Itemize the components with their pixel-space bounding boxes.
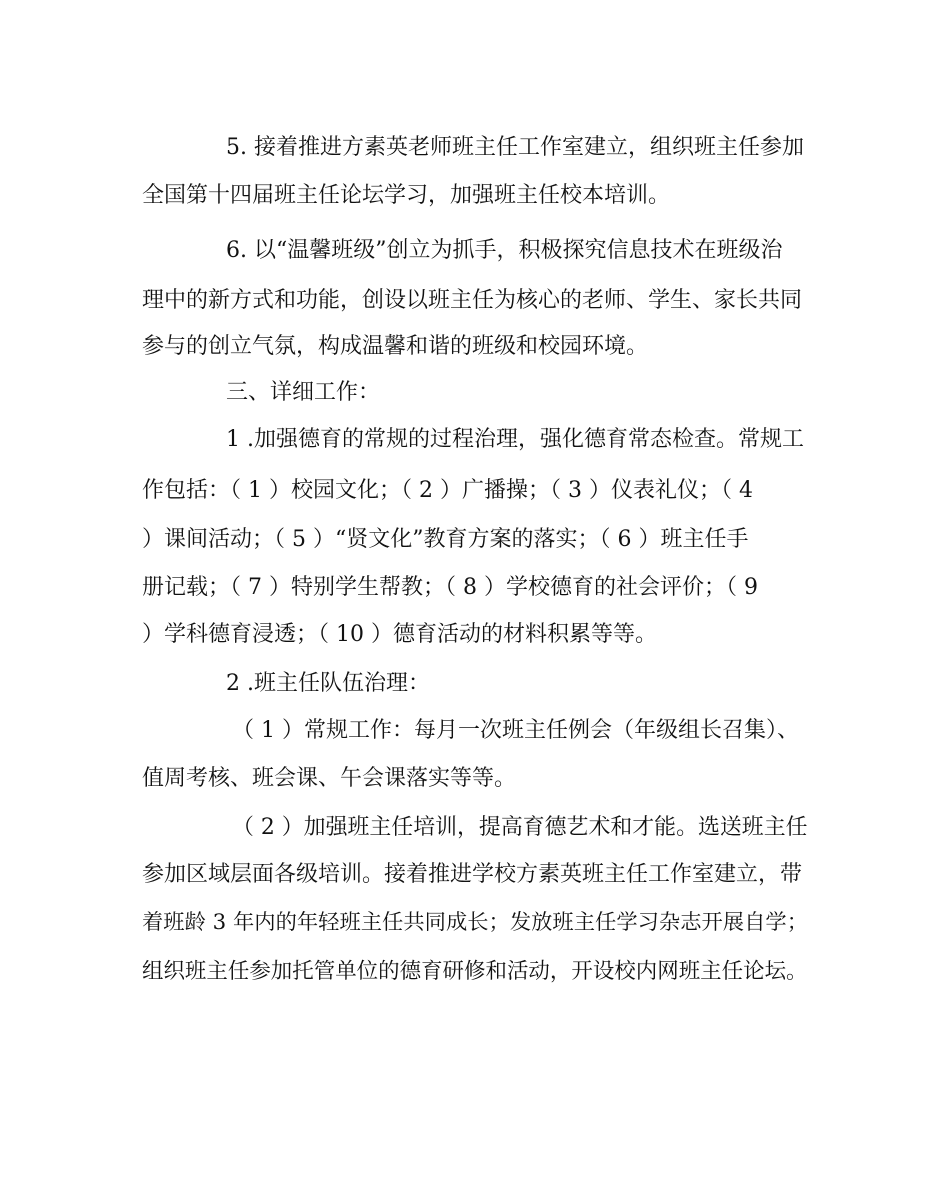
paragraph-line: 册记载；（ 7 ）特别学生帮教；（ 8 ）学校德育的社会评价；（ 9 — [142, 575, 758, 600]
paragraph-line: 作包括：（ 1 ）校园文化；（ 2 ）广播操；（ 3 ）仪表礼仪；（ 4 — [142, 478, 753, 503]
paragraph-line: （ 1 ）常规工作：每月一次班主任例会（年级组长召集）、 — [232, 718, 799, 743]
paragraph-line: 参与的创立气氛，构成温馨和谐的班级和校园环境。 — [142, 334, 649, 359]
paragraph-line: 全国第十四届班主任论坛学习，加强班主任校本培训。 — [142, 183, 671, 208]
paragraph-line: 5. 接着推进方素英老师班主任工作室建立，组织班主任参加 — [226, 135, 804, 160]
paragraph-line: 理中的新方式和功能，创设以班主任为核心的老师、学生、家长共同 — [142, 288, 803, 313]
paragraph-line: 6. 以“温馨班级”创立为抓手，积极探究信息技术在班级治 — [226, 238, 783, 263]
paragraph-line: 组织班主任参加托管单位的德育研修和活动，开设校内网班主任论坛。 — [142, 959, 808, 984]
paragraph-line: ）学科德育浸透；（ 10 ）德育活动的材料积累等等。 — [142, 622, 657, 647]
paragraph-line: （ 2 ）加强班主任培训，提高育德艺术和才能。选送班主任 — [232, 815, 808, 840]
paragraph-line: 着班龄 3 年内的年轻班主任共同成长；发放班主任学习杂志开展自学； — [142, 910, 808, 935]
section-heading: 2 .班主任队伍治理： — [226, 671, 430, 696]
paragraph-line: ）课间活动；（ 5 ）“贤文化”教育方案的落实；（ 6 ）班主任手 — [142, 527, 749, 552]
paragraph-line: 值周考核、班会课、午会课落实等等。 — [142, 766, 517, 791]
paragraph-line: 1 .加强德育的常规的过程治理，强化德育常态检查。常规工 — [226, 427, 804, 452]
paragraph-line: 参加区域层面各级培训。接着推进学校方素英班主任工作室建立，带 — [142, 862, 803, 887]
section-heading: 三、详细工作： — [226, 380, 381, 405]
